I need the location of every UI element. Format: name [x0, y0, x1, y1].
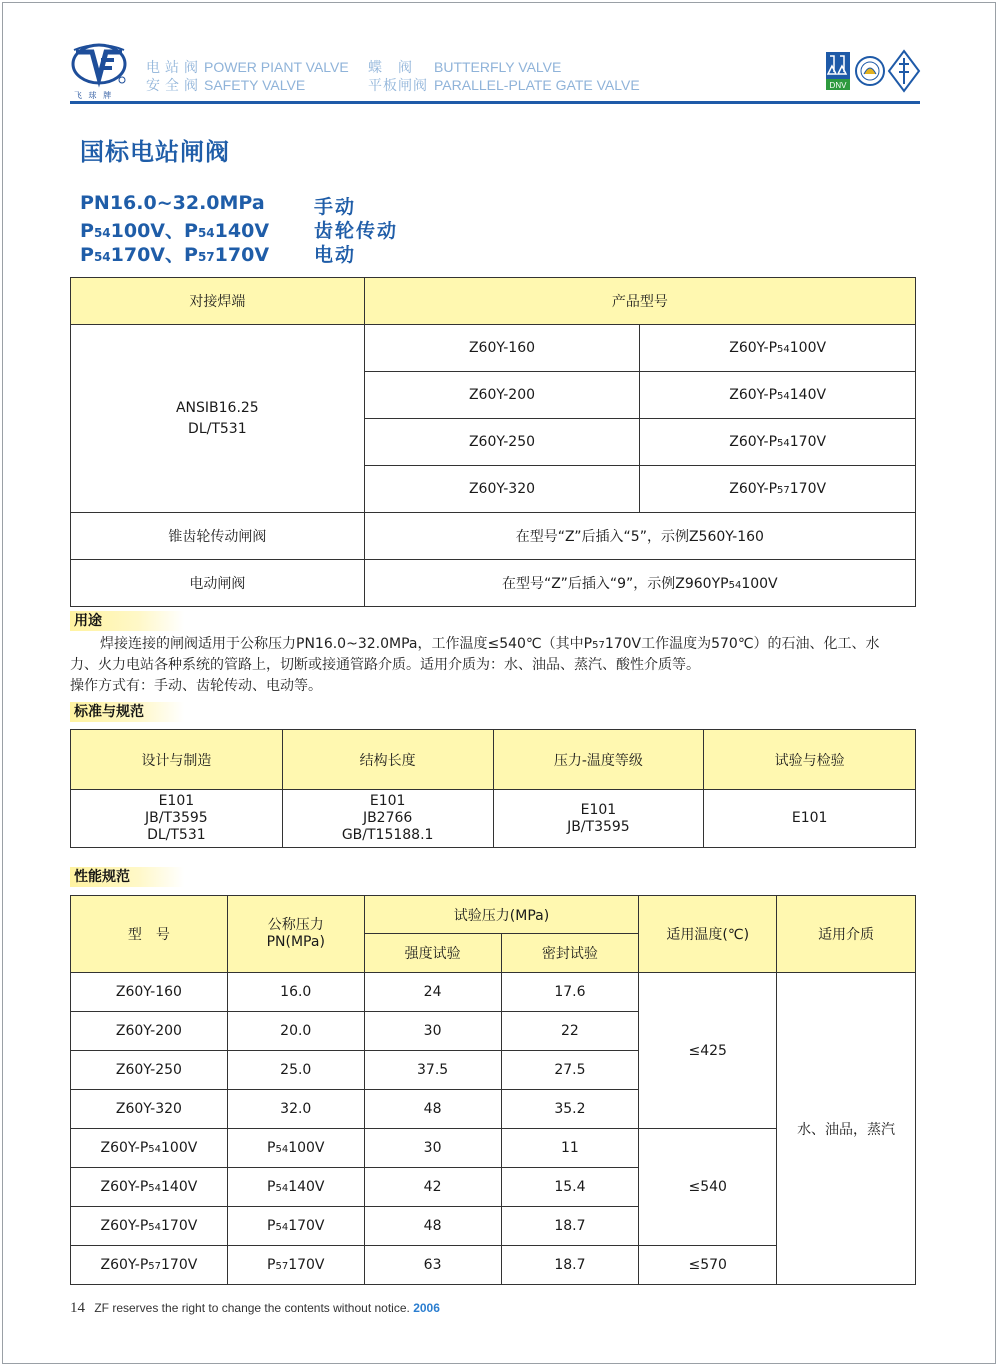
perf-header-medium: 适用介质: [777, 896, 916, 973]
brand-text: 飞 球 牌: [74, 91, 114, 100]
svg-text:DNV: DNV: [829, 81, 847, 90]
perf-pn: P57170V: [227, 1246, 364, 1285]
electric-gate-label: 电动闸阀: [71, 560, 365, 607]
model-table: [70, 277, 916, 607]
perf-strength: 63: [364, 1246, 501, 1285]
spec-line-2: P54100V、P54140V: [80, 220, 270, 242]
std-header: 压力-温度等级: [493, 730, 704, 790]
standard-cell: ANSIB16.25 DL/T531: [71, 325, 365, 513]
perf-strength: 42: [364, 1168, 501, 1207]
perf-seal: 18.7: [501, 1207, 639, 1246]
perf-pn: 20.0: [227, 1012, 364, 1051]
header-cn-col2: [368, 58, 428, 94]
standards-table: [70, 729, 916, 848]
perf-model: Z60Y-320: [71, 1090, 228, 1129]
perf-model: Z60Y-P54140V: [71, 1168, 228, 1207]
section-tag-usage: 用途: [70, 611, 184, 631]
model-cell: Z60Y-P57170V: [640, 466, 916, 513]
header-butt-weld: 对接焊端: [71, 278, 365, 325]
spec-line-1: PN16.0~32.0MPa: [80, 192, 265, 214]
perf-seal: 17.6: [501, 973, 639, 1012]
footer-year: 2006: [413, 1301, 440, 1315]
perf-seal: 15.4: [501, 1168, 639, 1207]
perf-strength: 37.5: [364, 1051, 501, 1090]
usage-paragraph-1: 焊接连接的闸阀适用于公称压力PN16.0~32.0MPa，工作温度≤540℃（其中P57170V工作温度为570℃）的石油、化工、水: [100, 636, 880, 652]
perf-strength: 30: [364, 1129, 501, 1168]
header-divider: [70, 101, 920, 104]
perf-temp: ≤425: [639, 973, 777, 1129]
perf-header-pn: 公称压力 PN(MPa): [227, 896, 364, 973]
header-cn-item: 平板闸阀: [368, 77, 428, 93]
perf-seal: 11: [501, 1129, 639, 1168]
model-cell: Z60Y-160: [364, 325, 640, 372]
header-en-col2: [434, 58, 640, 94]
perf-header-seal: 密封试验: [501, 934, 639, 973]
perf-header-strength: 强度试验: [364, 934, 501, 973]
std-cell: E101 JB2766 GB/T15188.1: [282, 790, 493, 848]
header-cn-col1: [146, 58, 203, 94]
api-diamond-icon: [889, 51, 919, 91]
header-cn-item: 电站阀: [146, 59, 203, 75]
perf-pn: P54170V: [227, 1207, 364, 1246]
header-en-item: BUTTERFLY VALVE: [434, 59, 562, 75]
perf-seal: 22: [501, 1012, 639, 1051]
certification-logos: [826, 46, 921, 96]
perf-header-model: 型 号: [71, 896, 228, 973]
header-cn-item: 蝶 阀: [368, 59, 413, 75]
model-cell: Z60Y-200: [364, 372, 640, 419]
header-product-model: 产品型号: [364, 278, 915, 325]
perf-strength: 48: [364, 1090, 501, 1129]
perf-pn: P54100V: [227, 1129, 364, 1168]
perf-model: Z60Y-P57170V: [71, 1246, 228, 1285]
perf-model: Z60Y-160: [71, 973, 228, 1012]
performance-table: [70, 895, 916, 1285]
perf-strength: 24: [364, 973, 501, 1012]
usage-paragraph-3: 操作方式有：手动、齿轮传动、电动等。: [70, 678, 322, 694]
spec-mode-electric: 电动: [314, 244, 357, 266]
perf-temp: ≤570: [639, 1246, 777, 1285]
perf-seal: 35.2: [501, 1090, 639, 1129]
perf-header-test-pressure: 试验压力(MPa): [364, 896, 639, 934]
perf-model: Z60Y-P54170V: [71, 1207, 228, 1246]
std-header: 设计与制造: [71, 730, 283, 790]
perf-seal: 18.7: [501, 1246, 639, 1285]
usage-paragraph-2: 力、火力电站各种系统的管路上，切断或接通管路介质。适用介质为：水、油品、蒸汽、酸性介质等。: [70, 657, 700, 673]
section-tag-standards: 标准与规范: [70, 702, 184, 722]
std-cell: E101 JB/T3595 DL/T531: [71, 790, 283, 848]
perf-header-temp: 适用温度(℃): [639, 896, 777, 973]
perf-strength: 48: [364, 1207, 501, 1246]
header-en-item: SAFETY VALVE: [204, 77, 306, 93]
spec-mode-gear: 齿轮传动: [314, 220, 399, 242]
spec-mode-manual: 手动: [314, 196, 357, 218]
std-header: 结构长度: [282, 730, 493, 790]
model-cell: Z60Y-P54170V: [640, 419, 916, 466]
perf-model: Z60Y-200: [71, 1012, 228, 1051]
model-cell: Z60Y-250: [364, 419, 640, 466]
section-tag-performance: 性能规范: [70, 867, 184, 887]
spec-line-3: P54170V、P57170V: [80, 244, 270, 266]
perf-seal: 27.5: [501, 1051, 639, 1090]
perf-pn: 25.0: [227, 1051, 364, 1090]
gear-gate-label: 锥齿轮传动闸阀: [71, 513, 365, 560]
dnv-cert-icon: [826, 52, 850, 90]
perf-pn: P54140V: [227, 1168, 364, 1207]
company-logo-icon: [70, 42, 128, 92]
header-cn-item: 安全阀: [146, 77, 203, 93]
header-en-item: POWER PIANT VALVE: [204, 59, 349, 75]
perf-temp: ≤540: [639, 1129, 777, 1246]
round-seal-icon: [856, 57, 884, 85]
header: [70, 40, 920, 102]
footer: [70, 1300, 440, 1317]
model-cell: Z60Y-P54140V: [640, 372, 916, 419]
std-cell: E101: [704, 790, 916, 848]
footer-notice: ZF reserves the right to change the contents without notice.: [94, 1301, 410, 1315]
perf-pn: 32.0: [227, 1090, 364, 1129]
page-number: 14: [70, 1300, 85, 1316]
perf-pn: 16.0: [227, 973, 364, 1012]
electric-gate-desc: 在型号“Z”后插入“9”，示例Z960YP54100V: [364, 560, 915, 607]
perf-model: Z60Y-P54100V: [71, 1129, 228, 1168]
perf-model: Z60Y-250: [71, 1051, 228, 1090]
perf-medium: 水、油品，蒸汽: [777, 973, 916, 1285]
perf-strength: 30: [364, 1012, 501, 1051]
gear-gate-desc: 在型号“Z”后插入“5”，示例Z560Y-160: [364, 513, 915, 560]
model-cell: Z60Y-P54100V: [640, 325, 916, 372]
header-en-item: PARALLEL-PLATE GATE VALVE: [434, 77, 640, 93]
std-header: 试验与检验: [704, 730, 916, 790]
model-cell: Z60Y-320: [364, 466, 640, 513]
std-cell: E101 JB/T3595: [493, 790, 704, 848]
page-title: 国标电站闸阀: [80, 138, 230, 166]
header-en-col1: [204, 58, 349, 94]
